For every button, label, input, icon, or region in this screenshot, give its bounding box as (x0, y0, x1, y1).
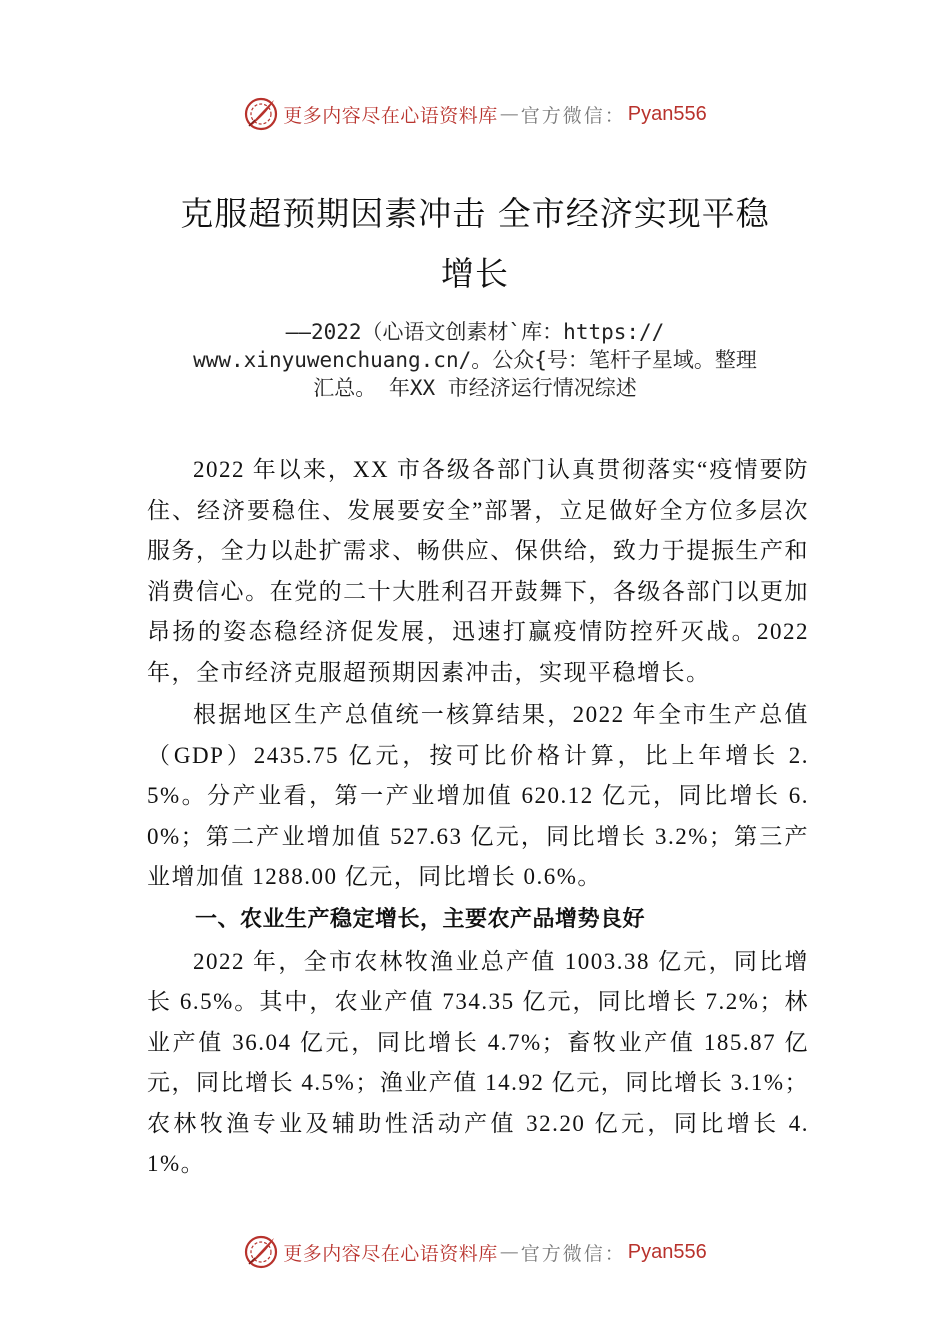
subtitle-line-3: 汇总。 年XX 市经济运行情况综述 (313, 376, 637, 400)
document-body (147, 450, 809, 1185)
subtitle-line-2: www.xinyuwenchuang.cn/。公众{号：笔杆子星域。整理 (193, 348, 757, 372)
title-line-1: 克服超预期因素冲击 全市经济实现平稳 (180, 194, 770, 233)
banner-wechat-id: Pyan556 (627, 102, 707, 125)
header-banner (0, 94, 950, 134)
paragraph-agriculture: 2022 年，全市农林牧渔业总产值 1003.38 亿元，同比增长 6.5%。其中，农业产值 734.35 亿元，同比增长 7.2%；林业产值 36.04 亿元，同比增长 4.7%；畜牧业产值 185.87 亿元，同比增长 4.5%；渔业产值 14.92 亿元，同比增长 3.1%； 农林牧渔专业及辅助性活动产值 32.20 亿元，同比增长 4.1%。 (147, 948, 809, 1176)
banner-separator: — (499, 1241, 519, 1263)
section-heading-agriculture: 一、农业生产稳定增长，主要农产品增势良好 (195, 906, 646, 932)
document-subtitle (150, 318, 800, 402)
banner-wechat-label: 官方微信： (520, 104, 626, 127)
document-title (120, 184, 830, 304)
banner-text: 更多内容尽在心语资料库 (283, 1242, 498, 1265)
banner-wechat-id: Pyan556 (627, 1240, 707, 1263)
banner-separator: — (499, 103, 519, 125)
paragraph-intro: 2022 年以来，XX 市各级各部门认真贯彻落实“疫情要防住、经济要稳住、发展要安全”部署，立足做好全方位多层次服务，全力以赴扩需求、畅供应、保供给，致力于提振生产和消费信心。在党的二十大胜利召开鼓舞下，各级各部门以更加昂扬的姿态稳经济促发展，迅速打赢疫情防控歼灭战。2022 年，全市经济克服超预期因素冲击，实现平稳增长。 (147, 457, 809, 685)
subtitle-line-1: ——2022（心语文创素材`库：https:// (285, 320, 665, 344)
title-line-2: 增长 (441, 254, 509, 293)
quill-pen-logo-icon (243, 1234, 279, 1270)
banner-wechat-label: 官方微信： (520, 1242, 626, 1265)
quill-pen-logo-icon (243, 96, 279, 132)
banner-text: 更多内容尽在心语资料库 (283, 104, 498, 127)
paragraph-gdp: 根据地区生产总值统一核算结果，2022 年全市生产总值（GDP）2435.75 亿元，按可比价格计算，比上年增长 2.5%。分产业看，第一产业增加值 620.12 亿元，同比增长 6.0%；第二产业增加值 527.63 亿元，同比增长 3.2%；第三产业增加值 1288.00 亿元，同比增长 0.6%。 (147, 702, 809, 889)
footer-banner (0, 1232, 950, 1272)
